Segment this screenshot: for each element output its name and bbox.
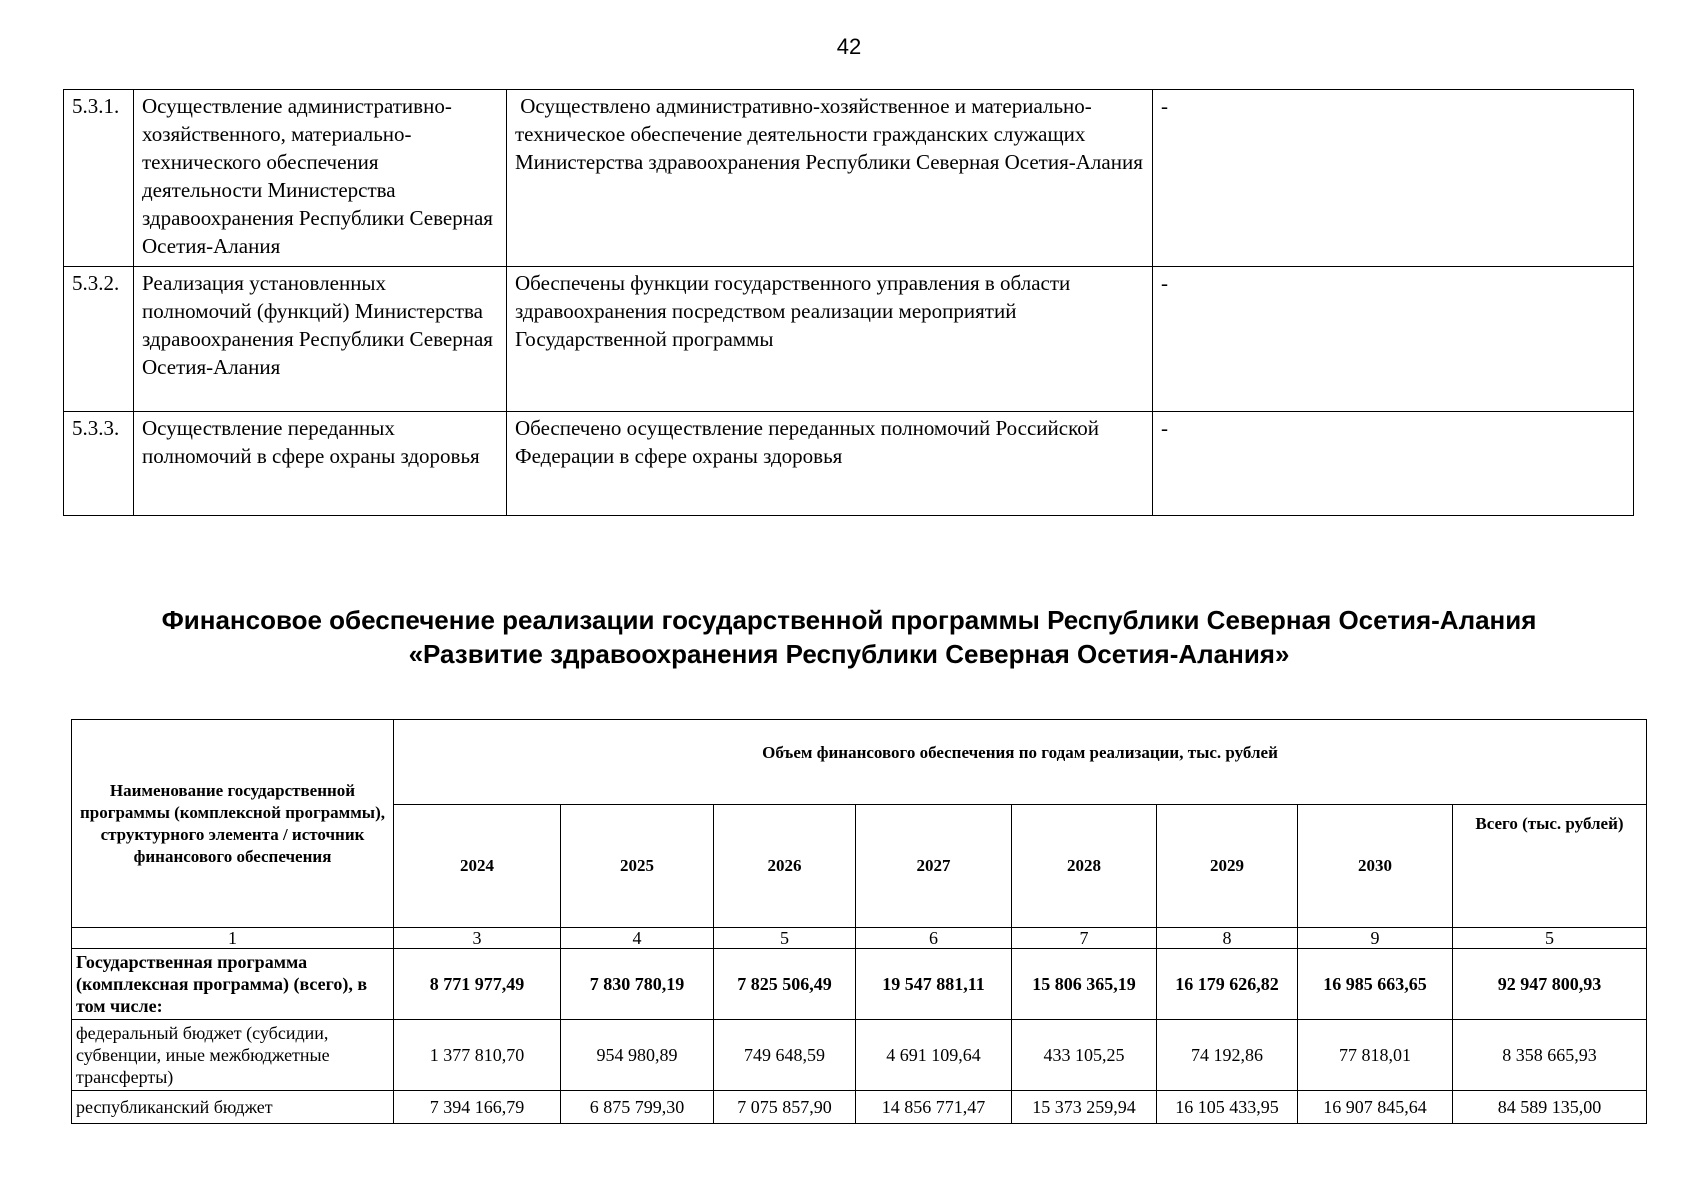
value-cell: 77 818,01 xyxy=(1298,1020,1453,1091)
value-cell: 7 394 166,79 xyxy=(394,1091,561,1124)
column-number: 3 xyxy=(394,928,561,949)
activity-note: - xyxy=(1153,412,1634,516)
volume-column-header: Объем финансового обеспечения по годам реализации, тыс. рублей xyxy=(394,720,1647,805)
column-number: 5 xyxy=(714,928,856,949)
column-number-row xyxy=(72,928,1647,949)
column-number: 4 xyxy=(561,928,714,949)
activity-name: Осуществление переданных полномочий в сфере охраны здоровья xyxy=(134,412,507,516)
table-row xyxy=(64,90,1634,267)
total-header: Всего (тыс. рублей) xyxy=(1453,805,1647,928)
table-row xyxy=(72,1091,1647,1124)
column-number: 5 xyxy=(1453,928,1647,949)
activity-result: Обеспечено осуществление переданных полномочий Российской Федерации в сфере охраны здоровья xyxy=(507,412,1153,516)
value-cell: 749 648,59 xyxy=(714,1020,856,1091)
total-cell: 8 358 665,93 xyxy=(1453,1020,1647,1091)
column-number: 1 xyxy=(72,928,394,949)
value-cell: 8 771 977,49 xyxy=(394,949,561,1020)
activity-number: 5.3.3. xyxy=(64,412,134,516)
activity-name: Реализация установленных полномочий (функций) Министерства здравоохранения Республики Северная Осетия-Алания xyxy=(134,267,507,412)
name-column-header: Наименование государственной программы (комплексной программы), структурного элемента / источник финансового обеспечения xyxy=(72,720,394,928)
activity-note: - xyxy=(1153,267,1634,412)
value-cell: 433 105,25 xyxy=(1012,1020,1157,1091)
value-cell: 16 985 663,65 xyxy=(1298,949,1453,1020)
column-number: 9 xyxy=(1298,928,1453,949)
activity-note: - xyxy=(1153,90,1634,267)
value-cell: 1 377 810,70 xyxy=(394,1020,561,1091)
value-cell: 14 856 771,47 xyxy=(856,1091,1012,1124)
value-cell: 954 980,89 xyxy=(561,1020,714,1091)
page-number: 42 xyxy=(836,34,862,59)
row-label: федеральный бюджет (субсидии, субвенции, иные межбюджетные трансферты) xyxy=(72,1020,394,1091)
activity-name: Осуществление административно-хозяйственного, материально-технического обеспечения деятельности Министерства здравоохранения Республики Северная Осетия-Алания xyxy=(134,90,507,267)
table-row xyxy=(72,1020,1647,1091)
activity-result: Обеспечены функции государственного управления в области здравоохранения посредством реализации мероприятий Государственной программы xyxy=(507,267,1153,412)
header-row xyxy=(72,720,1647,805)
value-cell: 74 192,86 xyxy=(1157,1020,1298,1091)
finance-table xyxy=(71,719,1647,1124)
year-header: 2027 xyxy=(856,805,1012,928)
heading-line-1: Финансовое обеспечение реализации государственной программы Республики Северная Осетия-Алания xyxy=(161,605,1537,635)
column-number: 6 xyxy=(856,928,1012,949)
value-cell: 16 907 845,64 xyxy=(1298,1091,1453,1124)
table-row xyxy=(72,949,1647,1020)
year-header: 2029 xyxy=(1157,805,1298,928)
year-header: 2028 xyxy=(1012,805,1157,928)
year-header: 2026 xyxy=(714,805,856,928)
row-label: Государственная программа (комплексная программа) (всего), в том числе: xyxy=(72,949,394,1020)
value-cell: 7 825 506,49 xyxy=(714,949,856,1020)
table-row xyxy=(64,412,1634,516)
activity-number: 5.3.1. xyxy=(64,90,134,267)
value-cell: 7 075 857,90 xyxy=(714,1091,856,1124)
value-cell: 6 875 799,30 xyxy=(561,1091,714,1124)
activity-result: Осуществлено административно-хозяйственное и материально-техническое обеспечение деятельности гражданских служащих Министерства здравоохранения Республики Северная Осетия-Алания xyxy=(507,90,1153,267)
activities-table xyxy=(63,89,1634,516)
heading-line-2: «Развитие здравоохранения Республики Северная Осетия-Алания» xyxy=(408,639,1290,669)
value-cell: 7 830 780,19 xyxy=(561,949,714,1020)
column-number: 8 xyxy=(1157,928,1298,949)
row-label: республиканский бюджет xyxy=(72,1091,394,1124)
table-row xyxy=(64,267,1634,412)
value-cell: 15 373 259,94 xyxy=(1012,1091,1157,1124)
value-cell: 19 547 881,11 xyxy=(856,949,1012,1020)
year-header: 2025 xyxy=(561,805,714,928)
section-heading xyxy=(0,603,1698,671)
value-cell: 4 691 109,64 xyxy=(856,1020,1012,1091)
year-header: 2024 xyxy=(394,805,561,928)
year-header: 2030 xyxy=(1298,805,1453,928)
column-number: 7 xyxy=(1012,928,1157,949)
total-cell: 84 589 135,00 xyxy=(1453,1091,1647,1124)
value-cell: 16 105 433,95 xyxy=(1157,1091,1298,1124)
total-cell: 92 947 800,93 xyxy=(1453,949,1647,1020)
activity-number: 5.3.2. xyxy=(64,267,134,412)
value-cell: 15 806 365,19 xyxy=(1012,949,1157,1020)
value-cell: 16 179 626,82 xyxy=(1157,949,1298,1020)
